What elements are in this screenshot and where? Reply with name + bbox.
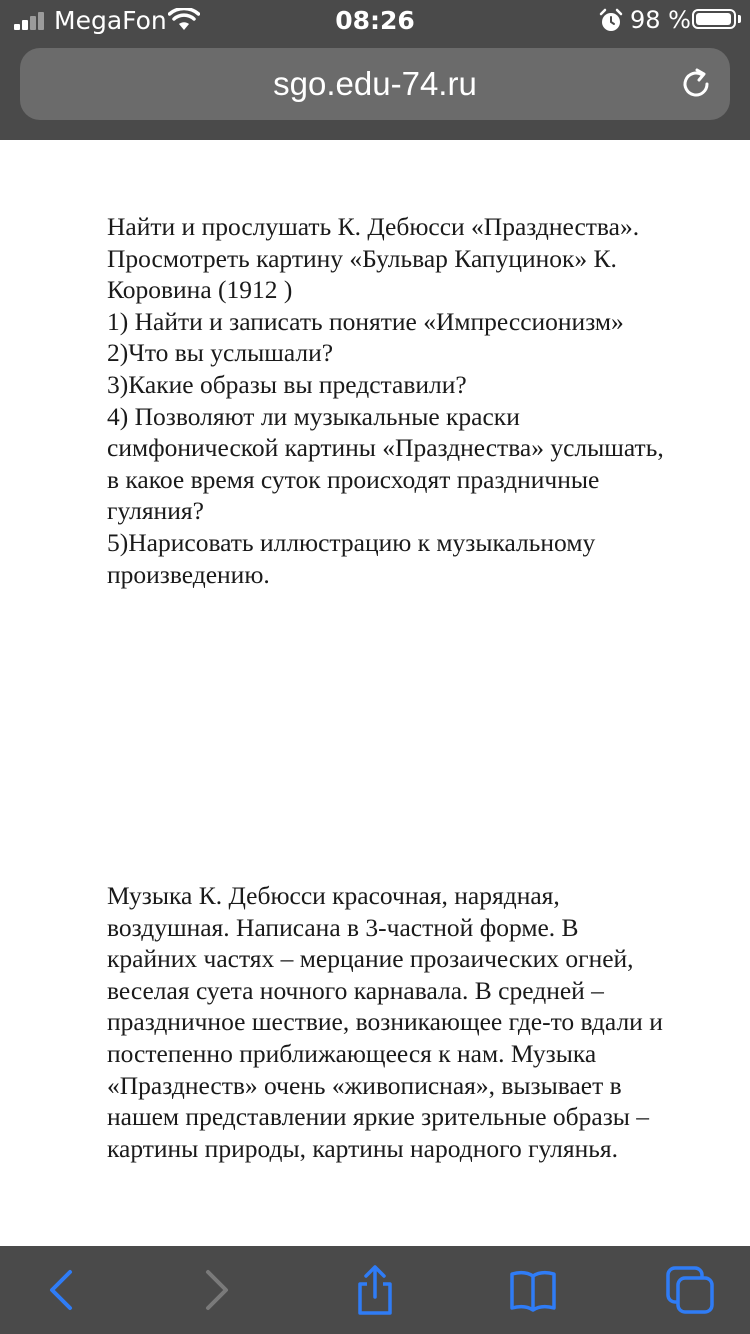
description-text-line: Музыка К. Дебюсси красочная, нарядная, (107, 881, 560, 910)
description-text-line: воздушная. Написана в 3-частной форме. В (107, 912, 579, 942)
reload-icon[interactable] (678, 66, 714, 102)
battery-percent: 98 % (630, 6, 691, 34)
battery-level-fill (696, 13, 731, 25)
assignment-text-line: 3)Какие образы вы представили? (107, 369, 467, 399)
description-text-line: крайних частях – мерцание прозаических огней, (107, 944, 634, 974)
assignment-text-line: произведению. (107, 559, 270, 589)
url-text[interactable]: sgo.edu-74.ru (273, 65, 477, 102)
address-bar[interactable] (20, 48, 730, 120)
assignment-text-line: Найти и прослушать К. Дебюсси «Празднества». (107, 212, 640, 241)
description-text-line: «Празднеств» очень «живописная», вызывает в (107, 1070, 622, 1100)
assignment-text-line: симфонической картины «Празднества» услышать, (107, 433, 664, 463)
description-text-line: постепенно приближающееся к нам. Музыка (107, 1038, 597, 1068)
share-icon[interactable] (349, 1264, 401, 1316)
assignment-text-line: 4) Позволяют ли музыкальные краски (107, 401, 520, 431)
bookmarks-icon[interactable] (507, 1264, 559, 1316)
assignment-text-line: 5)Нарисовать иллюстрацию к музыкальному (107, 527, 596, 557)
status-time: 08:26 (335, 6, 415, 35)
description-text-line: праздничное шествие, возникающее где-то вдали и (107, 1007, 663, 1037)
status-bar (0, 0, 750, 40)
carrier-name: MegaFon (54, 6, 167, 35)
forward-icon[interactable] (190, 1264, 242, 1316)
assignment-text-line: 2)Что вы услышали? (107, 338, 334, 368)
assignment-text-line: Просмотреть картину «Бульвар Капуцинок» К. (107, 243, 617, 273)
alarm-icon (598, 8, 624, 34)
browser-top-bar (0, 0, 750, 140)
browser-toolbar (0, 1246, 750, 1334)
assignment-text-line: в какое время суток происходят праздничные (107, 464, 600, 494)
description-text-line: веселая суета ночного карнавала. В средней – (107, 975, 604, 1005)
assignment-text-line: гуляния? (107, 496, 204, 526)
battery-icon (692, 9, 736, 29)
description-text-line: нашем представлении яркие зрительные образы – (107, 1102, 650, 1132)
description-text-line: картины природы, картины народного гулянья. (107, 1133, 618, 1163)
music-description-text (107, 880, 707, 1164)
back-icon[interactable] (36, 1264, 88, 1316)
assignment-text (107, 211, 707, 590)
assignment-text-line: Коровина (1912 ) (107, 275, 293, 305)
assignment-text-line: 1) Найти и записать понятие «Импрессионизм» (107, 306, 624, 336)
battery-tip (738, 15, 741, 23)
tabs-icon[interactable] (664, 1264, 716, 1316)
